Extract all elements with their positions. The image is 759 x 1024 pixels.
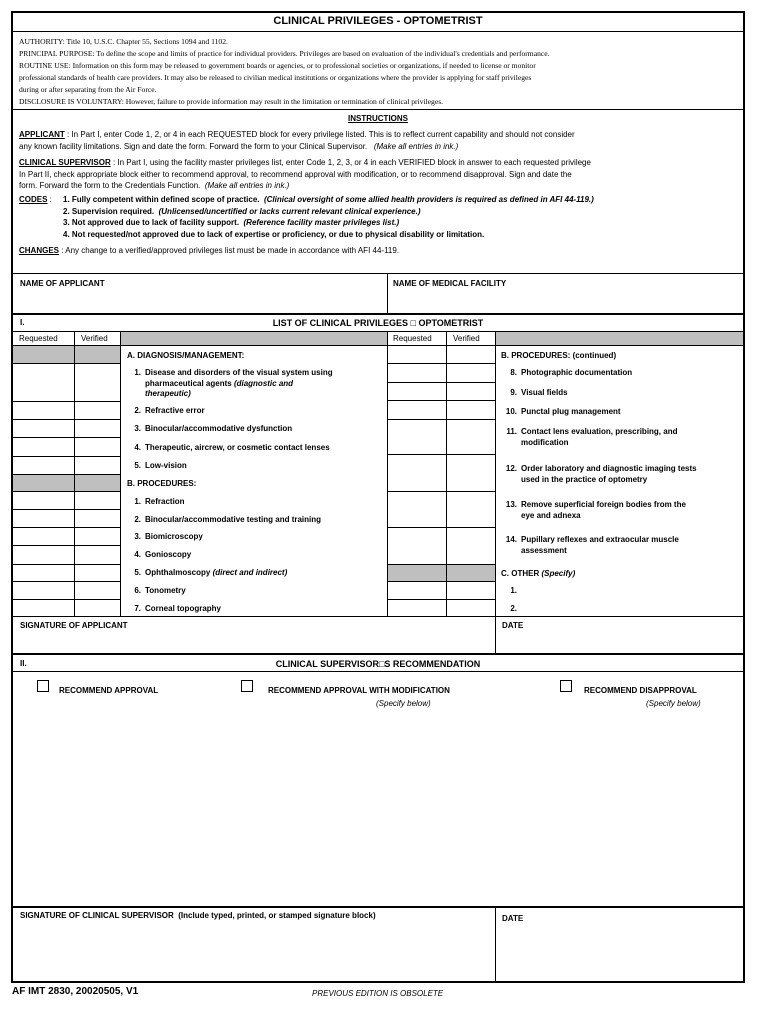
requested-cell[interactable] [388, 401, 446, 419]
verified-cell[interactable] [75, 438, 120, 456]
verified-cell[interactable] [447, 383, 495, 400]
requested-cell[interactable] [13, 510, 74, 527]
verified-column-header: Verified [81, 334, 108, 343]
verified-cell[interactable] [447, 492, 495, 527]
part-1-numeral: I. [20, 318, 25, 327]
optometrist-privileges-form: CLINICAL PRIVILEGES - OPTOMETRIST AUTHORITY: Title 10, U.S.C. Chapter 55, Sections 1094 and 1102. PRINCIPAL PURPOSE: To define the scope and limits of practice for individual providers. Privileges are based on evaluation of the individual's credentials and performance. ROUTINE USE: Information on this form may be released to government boards or agencies, or to professional societies or organizations, if needed to license or monitor professional standards of health care providers. It may also be released to civilian medical institutions or organizations where the provider is applying for staff privileges during or after separating from the Air Force. DISCLOSURE IS VOLUNTARY: However, failure to provide information may result in the limitation or termination of clinical privileges. INSTRUCTIONS APPLICANT : In Part I, enter Code 1, 2, or 4 in each REQUESTED block for every privilege listed. This is to reflect current capability and should not consider any known facility limitations. Sign and date the form. Forward the form to your Clinical Supervisor. (Make all entries in ink.) CLINICAL SUPERVISOR : In Part I, using the facility master privileges list, enter Code 1, 2, 3, or 4 in each VERIFIED block in answer to each requested privilege In Part II, check appropriate block either to recommend approval, to recommend approval with modification, or to recommend disapproval. Sign and date the form. Forward the form to the Credentials Function. (Make all entries in ink.) CODES : 1. Fully competent within defined scope of practice. (Clinical oversight of some allied health providers is required as defined in AFI 44-119.) 2. Supervision required. (Unlicensed/uncertified or lacks current relevant clinical experience.) 3. Not approved due to lack of facility support. (Reference facility master privileges list.) 4. Not requested/not approved due to lack of expertise or proficiency, or due to physical disability or limitation. CHANGES : Any change to a verified/approved privileges list must be made in accordance with AFI 44-119. NAME OF APPLICANT NAME OF MEDICAL FACILITY I. LIST OF CLINICAL PRIVILEGES □ OPTOMETRIST Requested Verified Requested Verified A. DIAGNOSIS/MANAGEMENT: 1. Disease and disorders of the visual system using pharmaceutical agents (diagnostic and therapeutic) 2. Refractive error 3. Binocular/accommodative dysfunction 4. Therapeutic, aircrew, or cosmetic contact lenses 5. Low-vision B. PROCEDURES: 1. Refraction 2. Binocular/accommodative testing and training 3. Biomicroscopy 4. Gonioscopy 5. Ophthalmoscopy (direct and indirect) 6. Tonometry 7. Corneal topography B. PROCEDURES: (continued) 8. Photographic documentation 9. Visual fields 10. Punctal plug management 11. Contact lens evaluation, prescribing, and modification 12. Order laboratory and diagnostic imaging tests used in the practice of optometry 13. Remove superficial foreign bodies from the eye and adnexa 14. Pupillary reflexes and extraocular muscle assessment C. OTHER (Specify) 1. 2. SIGNATURE OF APPLICANT DATE II. CLINICAL SUPERVISOR□S RECOMMENDATION RECOMMEND APPROVAL RECOMMEND APPROVAL WITH MODIFICATION (Specify below) RECOMMEND DISAPPROVAL (Specify below) SIGNATURE OF CLINICAL SUPERVISOR (Include typed, printed, or stamped signature block) DATE [11, 11, 745, 983]
verified-cell[interactable] [75, 510, 120, 527]
signature-supervisor-label: SIGNATURE OF CLINICAL SUPERVISOR (Include typed, printed, or stamped signature block) [20, 911, 376, 920]
changes-instructions [19, 245, 737, 257]
section-shade [447, 564, 495, 581]
verified-cell[interactable] [75, 364, 120, 401]
privacy-act-statement [19, 36, 739, 108]
supervisor-ink-note: (Make all entries in ink.) [204, 181, 290, 190]
recommend-approval-checkbox[interactable] [37, 680, 49, 692]
requested-cell[interactable] [388, 582, 446, 599]
requested-cell[interactable] [13, 528, 74, 545]
section-b-continued-heading: B. PROCEDURES: (continued) [501, 351, 617, 360]
date-field[interactable] [496, 631, 743, 653]
applicant-text: any known facility limitations. Sign and date the form. Forward the form to your Clinical Supervisor. [19, 141, 368, 151]
requested-cell[interactable] [388, 528, 446, 564]
requested-cell[interactable] [388, 383, 446, 400]
recommend-approval-with-modification-label: RECOMMEND APPROVAL WITH MODIFICATION [268, 686, 450, 695]
previous-edition-note: PREVIOUS EDITION IS OBSOLETE [312, 989, 444, 998]
recommend-approval-label: RECOMMEND APPROVAL [59, 686, 159, 695]
supervisor-text: form. Forward the form to the Credentials Function. [19, 181, 201, 190]
code-item: 2. Supervision required. (Unlicensed/uncertified or lacks current relevant clinical experience.) [63, 206, 421, 216]
changes-text: : Any change to a verified/approved privileges list must be made in accordance with AFI 44-119. [59, 246, 400, 255]
code-item: 1. Fully competent within defined scope of practice. (Clinical oversight of some allied health providers is required as defined in AFI 44-119.) [63, 195, 594, 204]
specify-below-note: (Specify below) [646, 699, 701, 708]
section-shade [75, 345, 120, 363]
privacy-line: during or after separating from the Air Force. [19, 85, 157, 94]
privacy-line: ROUTINE USE: Information on this form may be released to government boards or agencies, or to professional societies or organizations, if needed to license or monitor [19, 61, 536, 70]
divider [13, 273, 743, 274]
signature-supervisor-field[interactable] [13, 923, 495, 981]
requested-cell[interactable] [13, 438, 74, 456]
verified-cell[interactable] [75, 457, 120, 474]
verified-cell[interactable] [447, 401, 495, 419]
part-2-numeral: II. [20, 659, 27, 668]
part-1-heading: LIST OF CLINICAL PRIVILEGES □ OPTOMETRIST [272, 318, 484, 328]
requested-cell[interactable] [13, 492, 74, 509]
supervisor-instructions [19, 157, 737, 192]
verified-cell[interactable] [447, 455, 495, 491]
other-field[interactable] [523, 583, 743, 599]
date-label: DATE [502, 621, 524, 630]
requested-cell[interactable] [13, 600, 74, 616]
divider [13, 109, 743, 110]
other-field[interactable] [523, 601, 743, 616]
instructions-heading: INSTRUCTIONS [348, 114, 408, 123]
privacy-line: AUTHORITY: Title 10, U.S.C. Chapter 55, Sections 1094 and 1102. [19, 37, 228, 46]
verified-cell[interactable] [447, 600, 495, 616]
applicant-text: : In Part I, enter Code 1, 2, or 4 in each REQUESTED block for every privilege listed. This is to reflect current capability and should not consider [64, 130, 575, 139]
signature-applicant-field[interactable] [13, 631, 495, 653]
requested-cell[interactable] [388, 455, 446, 491]
divider [13, 345, 743, 346]
section-shade [75, 474, 120, 491]
section-shade [13, 345, 74, 363]
divider [13, 313, 743, 315]
supervisor-date-label: DATE [502, 914, 524, 923]
name-of-applicant-field[interactable] [13, 289, 387, 313]
recommendation-remarks-area[interactable] [13, 713, 743, 906]
codes-list [63, 194, 743, 240]
name-of-facility-label: NAME OF MEDICAL FACILITY [393, 279, 507, 288]
name-of-facility-field[interactable] [388, 289, 743, 313]
verified-cell[interactable] [75, 582, 120, 599]
verified-cell[interactable] [75, 528, 120, 545]
requested-cell[interactable] [388, 492, 446, 527]
divider [13, 31, 743, 32]
section-shade [13, 474, 74, 491]
divider [495, 331, 496, 653]
verified-cell[interactable] [447, 582, 495, 599]
verified-cell[interactable] [75, 420, 120, 437]
verified-cell[interactable] [75, 402, 120, 419]
requested-cell[interactable] [388, 364, 446, 382]
divider [13, 616, 743, 617]
codes-legend: CODES : [19, 195, 52, 204]
changes-label: CHANGES [19, 246, 60, 255]
verified-cell[interactable] [75, 565, 120, 581]
part-2-heading: CLINICAL SUPERVISOR□S RECOMMENDATION [275, 659, 481, 669]
divider [13, 671, 743, 672]
verified-cell[interactable] [75, 600, 120, 616]
privacy-line: professional standards of health care providers. It may also be released to civilian medical institutions or organizations where the provider is applying for staff privileges [19, 73, 532, 82]
requested-cell[interactable] [388, 600, 446, 616]
form-number: AF IMT 2830, 20020505, V1 [12, 986, 139, 997]
verified-cell[interactable] [75, 492, 120, 509]
section-shade [388, 564, 446, 581]
applicant-ink-note: (Make all entries in ink.) [373, 141, 459, 151]
supervisor-text: In Part II, check appropriate block either to recommend approval, to recommend approval with modification, or to recommend disapproval. Sign and date the [19, 169, 572, 179]
divider [13, 653, 743, 655]
supervisor-text: : In Part I, using the facility master privileges list, enter Code 1, 2, 3, or 4 in each VERIFIED block in answer to each requested privilege [110, 158, 591, 167]
verified-cell[interactable] [75, 546, 120, 564]
verified-column-header: Verified [453, 334, 480, 343]
requested-cell[interactable] [13, 364, 74, 401]
specify-below-note: (Specify below) [376, 699, 431, 708]
recommend-disapproval-label: RECOMMEND DISAPPROVAL [584, 686, 697, 695]
section-b-heading: B. PROCEDURES: [127, 479, 197, 488]
privacy-line: PRINCIPAL PURPOSE: To define the scope and limits of practice for individual providers. Privileges are based on evaluation of the individual's credentials and performance. [19, 49, 550, 58]
verified-cell[interactable] [447, 364, 495, 382]
privacy-line: DISCLOSURE IS VOLUNTARY: However, failure to provide information may result in the limitation or termination of clinical privileges. [19, 97, 444, 106]
section-a-heading: A. DIAGNOSIS/MANAGEMENT: [127, 351, 245, 360]
name-of-applicant-label: NAME OF APPLICANT [20, 279, 105, 288]
recommend-disapproval-checkbox[interactable] [560, 680, 572, 692]
recommend-approval-with-modification-checkbox[interactable] [241, 680, 253, 692]
header-shade [496, 332, 743, 345]
requested-cell[interactable] [13, 457, 74, 474]
section-c-heading: C. OTHER (Specify) [501, 569, 576, 578]
header-shade [120, 332, 387, 345]
verified-cell[interactable] [447, 420, 495, 454]
requested-cell[interactable] [388, 420, 446, 454]
verified-cell[interactable] [447, 528, 495, 564]
form-title: CLINICAL PRIVILEGES - OPTOMETRIST [273, 15, 483, 27]
requested-cell[interactable] [13, 402, 74, 419]
requested-cell[interactable] [13, 546, 74, 564]
applicant-instructions [19, 129, 737, 152]
supervisor-label: CLINICAL SUPERVISOR [19, 158, 111, 167]
applicant-label: APPLICANT [19, 130, 65, 139]
requested-column-header: Requested [393, 334, 432, 343]
requested-column-header: Requested [19, 334, 58, 343]
requested-cell[interactable] [13, 420, 74, 437]
signature-applicant-label: SIGNATURE OF APPLICANT [20, 621, 128, 630]
codes-label: CODES [19, 195, 48, 204]
requested-cell[interactable] [13, 565, 74, 581]
supervisor-date-field[interactable] [496, 925, 743, 981]
requested-cell[interactable] [13, 582, 74, 599]
divider [13, 906, 743, 908]
code-item: 4. Not requested/not approved due to lack of expertise or proficiency, or due to physical disability or limitation. [63, 229, 485, 239]
code-item: 3. Not approved due to lack of facility support. (Reference facility master privileges list.) [63, 218, 400, 227]
